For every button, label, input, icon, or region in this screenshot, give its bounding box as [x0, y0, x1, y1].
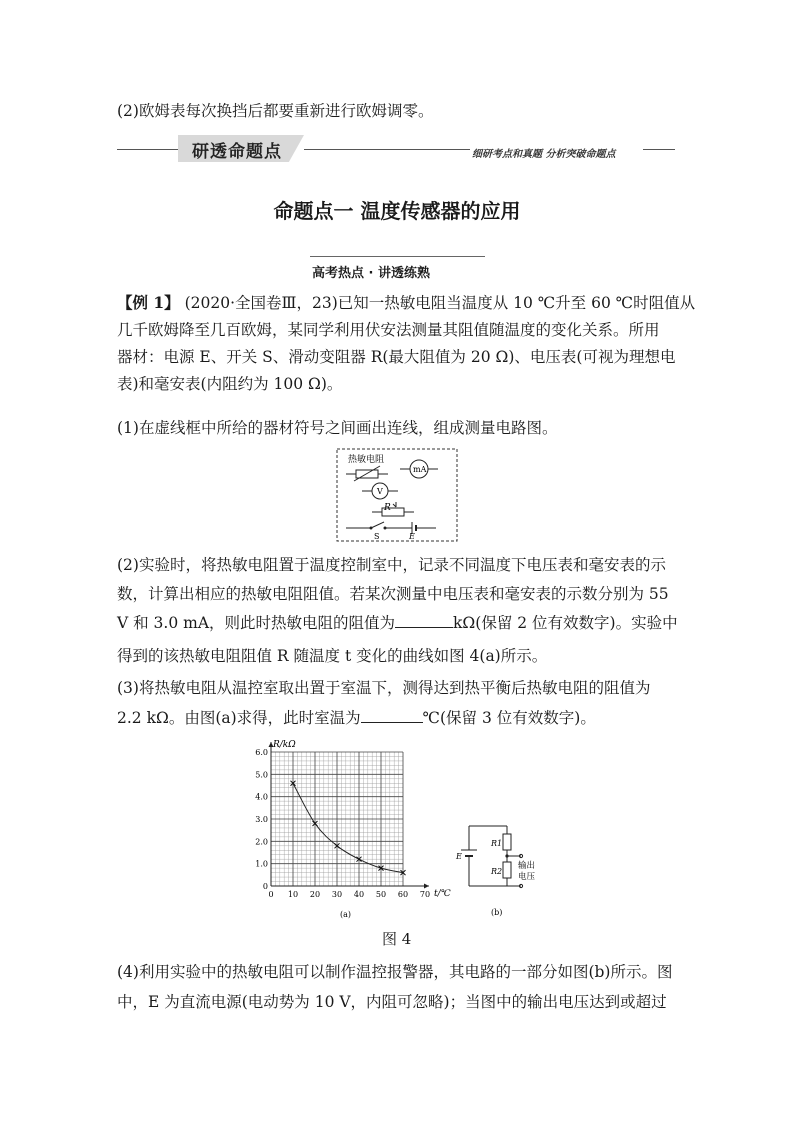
e-label: E [409, 532, 415, 541]
y-tick-label: 6.0 [255, 748, 268, 757]
ma-label: mA [413, 465, 427, 474]
x-tick-label: 0 [268, 890, 274, 899]
voltmeter-symbol [362, 483, 398, 499]
chart-axes [269, 742, 430, 889]
q2-line3-pre: V 和 3.0 mA，则此时热敏电阻的阻值为 [117, 614, 396, 632]
y-axis-label: R/kΩ [273, 740, 296, 750]
resistance-temperature-chart [245, 732, 460, 924]
x-axis-label: t/℃ [434, 889, 451, 899]
e-label-b: E [456, 852, 462, 861]
x-tick-label: 30 [331, 890, 343, 899]
x-tick-label: 50 [375, 890, 387, 899]
question-3-line-2 [117, 708, 596, 728]
y-tick-label: 0 [262, 882, 268, 891]
battery-symbol [461, 850, 477, 862]
chart-x-ticks [268, 890, 430, 899]
question-1: (1)在虚线框中所给的器材符号之间画出连线，组成测量电路图。 [117, 419, 558, 437]
circuit-components-figure [336, 448, 458, 542]
output-label-1: 输出 [518, 861, 535, 871]
alarm-circuit-figure [455, 822, 535, 922]
banner-rule-right [643, 149, 675, 150]
s-label: S [374, 532, 380, 541]
circuit-wires [469, 826, 523, 888]
r1-resistor [503, 834, 511, 850]
question-3-line-1: (3)将热敏电阻从温控室取出置于室温下，测得达到热平衡后热敏电阻的阻值为 [117, 679, 651, 697]
example-line-3: 器材：电源 E、开关 S、滑动变阻器 R(最大阻值为 20 Ω)、电压表(可视为理想电 [117, 348, 676, 366]
question-2-line-1: (2)实验时，将热敏电阻置于温度控制室中，记录不同温度下电压表和毫安表的示 [117, 556, 666, 574]
section-heading: 命题点一 温度传感器的应用 [273, 199, 521, 223]
banner-rule-mid [304, 149, 470, 150]
figure-caption: 图 4 [382, 930, 412, 948]
intro-line: (2)欧姆表每次换挡后都要重新进行欧姆调零。 [117, 102, 434, 120]
q2-line3-post: kΩ(保留 2 位有效数字)。实验中 [453, 614, 678, 632]
banner-rule-left [117, 149, 178, 150]
x-tick-label: 60 [397, 890, 409, 899]
answer-blank-2[interactable] [361, 708, 423, 723]
chart-y-ticks [255, 748, 268, 891]
milliammeter-symbol [400, 460, 438, 478]
x-tick-label: 40 [353, 890, 365, 899]
x-tick-label: 70 [419, 890, 431, 899]
question-2-line-4: 得到的该热敏电阻阻值 R 随温度 t 变化的曲线如图 4(a)所示。 [117, 647, 548, 665]
subheading: 高考热点 · 讲透练熟 [312, 266, 430, 281]
r-label: R [384, 503, 391, 513]
y-tick-label: 5.0 [255, 770, 268, 780]
banner-note: 细研考点和真题 分析突破命题点 [472, 149, 616, 160]
switch-battery-symbol [346, 522, 436, 541]
answer-blank-1[interactable] [395, 613, 453, 628]
circuit-b-sublabel: (b) [491, 908, 503, 917]
example-line-1 [117, 293, 695, 313]
y-tick-label: 2.0 [255, 837, 268, 847]
question-2-line-2: 数，计算出相应的热敏电阻阻值。若某次测量中电压表和毫安表的示数分别为 55 [117, 585, 669, 603]
x-tick-label: 20 [309, 890, 321, 899]
y-tick-label: 1.0 [255, 859, 268, 869]
chart-sublabel: (a) [340, 910, 352, 919]
example-line-4: 表)和毫安表(内阻约为 100 Ω)。 [117, 375, 343, 393]
r2-resistor [503, 862, 511, 878]
x-axis-arrow [424, 884, 429, 889]
question-4-line-1: (4)利用实验中的热敏电阻可以制作温控报警器，其电路的一部分如图(b)所示。图 [117, 963, 673, 981]
output-label-2: 电压 [518, 872, 535, 882]
v-label: V [377, 487, 383, 496]
question-4-line-2: 中，E 为直流电源(电动势为 10 V，内阻可忽略)；当图中的输出电压达到或超过 [117, 993, 667, 1011]
r2-label: R2 [491, 867, 503, 876]
question-2-line-3 [117, 613, 678, 633]
rheostat-symbol [372, 502, 414, 516]
r1-label: R1 [491, 839, 503, 848]
thermistor-symbol [346, 466, 388, 481]
thermistor-label: 热敏电阻 [348, 455, 385, 465]
example-line-2: 几千欧姆降至几百欧姆，某同学利用伏安法测量其阻值随温度的变化关系。所用 [117, 321, 660, 339]
example-text-1: (2020·全国卷Ⅲ，23)已知一热敏电阻当温度从 10 ℃升至 60 ℃时阻值从 [179, 294, 696, 312]
q3-line2-post: ℃(保留 3 位有效数字)。 [422, 709, 596, 727]
banner-title: 研透命题点 [192, 142, 282, 162]
subheading-rule [310, 256, 485, 257]
example-label: 【例 1】 [117, 293, 180, 312]
y-tick-label: 4.0 [255, 792, 268, 802]
q3-line2-pre: 2.2 kΩ。由图(a)求得，此时室温为 [117, 709, 361, 727]
y-tick-label: 3.0 [255, 815, 268, 824]
x-tick-label: 10 [287, 890, 299, 899]
